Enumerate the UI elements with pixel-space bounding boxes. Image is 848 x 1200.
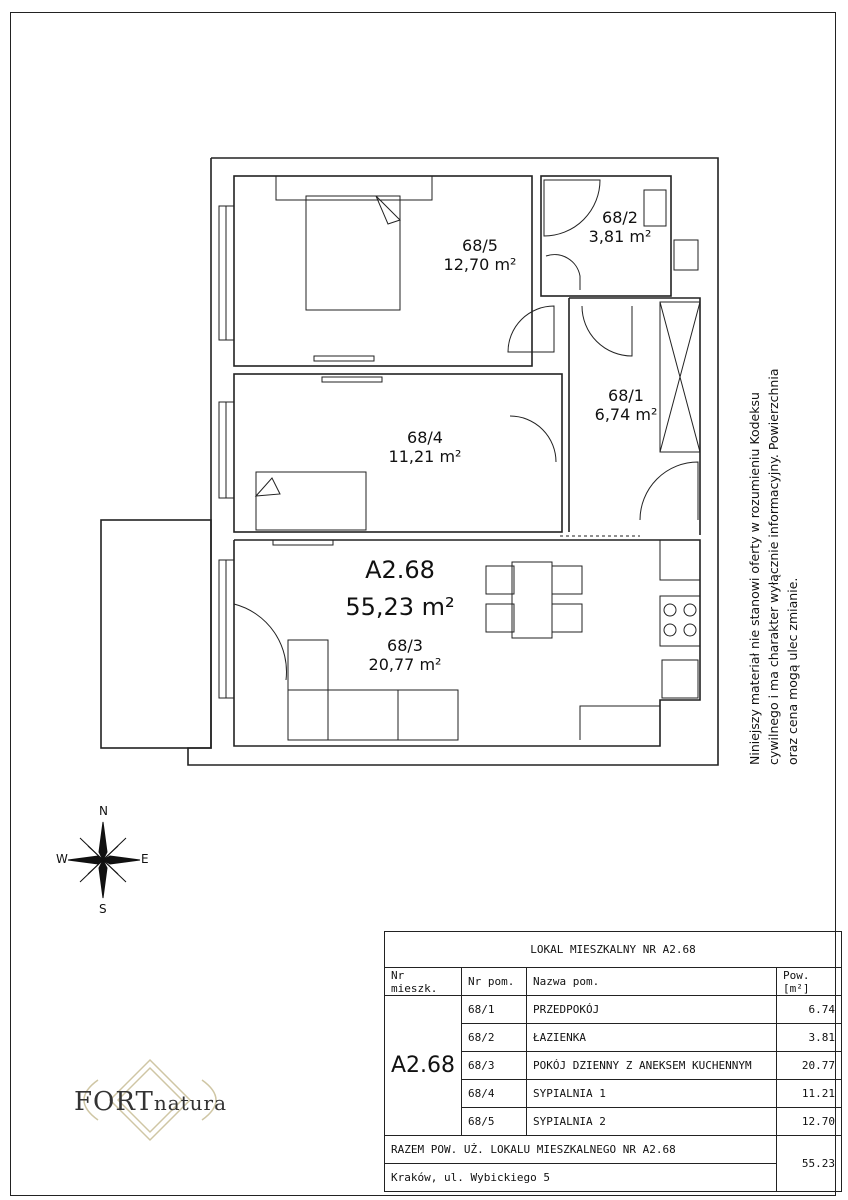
compass-north-label: N bbox=[99, 804, 108, 818]
table-row bbox=[385, 996, 842, 1024]
room-name-cell: SYPIALNIA 2 bbox=[527, 1108, 777, 1136]
address: Kraków, ul. Wybickiego 5 bbox=[385, 1163, 777, 1191]
table-header-row bbox=[385, 968, 842, 996]
room-area-cell: 11.21 bbox=[777, 1080, 842, 1108]
header-pow: Pow. [m²] bbox=[777, 968, 842, 996]
table-title: LOKAL MIESZKALNY NR A2.68 bbox=[385, 932, 842, 968]
apartment-total-area: 55,23 m² bbox=[345, 593, 455, 621]
terrace bbox=[101, 520, 211, 748]
room-code: 68/4 bbox=[407, 428, 443, 447]
room-schedule-table bbox=[384, 931, 842, 1192]
disclaimer-line: cywilnego i ma charakter wyłącznie informacyjny. Powierzchnia bbox=[766, 368, 781, 765]
room-name-cell: POKÓJ DZIENNY Z ANEKSEM KUCHENNYM bbox=[527, 1052, 777, 1080]
compass-west-label: W bbox=[56, 852, 68, 866]
header-nazwa: Nazwa pom. bbox=[527, 968, 777, 996]
disclaimer-note bbox=[745, 345, 802, 765]
compass-south-label: S bbox=[99, 902, 107, 916]
room-area: 6,74 m² bbox=[594, 405, 658, 424]
disclaimer-line: oraz cena mogą ulec zmianie. bbox=[785, 577, 800, 765]
room-label-68-4 bbox=[380, 428, 470, 466]
room-number-cell: 68/5 bbox=[462, 1108, 527, 1136]
room-code: 68/2 bbox=[602, 208, 638, 227]
total-label: RAZEM POW. UŻ. LOKALU MIESZKALNEGO NR A2.68 bbox=[385, 1135, 777, 1163]
compass-east-label: E bbox=[141, 852, 149, 866]
room-label-68-2 bbox=[580, 208, 660, 246]
room-area: 20,77 m² bbox=[368, 655, 442, 674]
room-label-68-5 bbox=[440, 236, 520, 274]
room-label-68-1 bbox=[586, 386, 666, 424]
room-label-68-3 bbox=[360, 636, 450, 674]
room-number-cell: 68/1 bbox=[462, 996, 527, 1024]
room-name-cell: ŁAZIENKA bbox=[527, 1024, 777, 1052]
brand-logo-part: natura bbox=[153, 1091, 228, 1115]
room-area: 11,21 m² bbox=[388, 447, 462, 466]
room-code: 68/5 bbox=[462, 236, 498, 255]
apartment-cell: A2.68 bbox=[385, 996, 462, 1136]
header-nr-pom: Nr pom. bbox=[462, 968, 527, 996]
room-number-cell: 68/4 bbox=[462, 1080, 527, 1108]
total-value: 55.23 bbox=[777, 1135, 842, 1191]
brand-logo-part: FORT bbox=[74, 1087, 154, 1117]
room-area-cell: 3.81 bbox=[777, 1024, 842, 1052]
room-number-cell: 68/3 bbox=[462, 1052, 527, 1080]
room-area-cell: 12.70 bbox=[777, 1108, 842, 1136]
apartment-code: A2.68 bbox=[365, 556, 435, 584]
room-code: 68/1 bbox=[608, 386, 644, 405]
brand-logo bbox=[74, 1087, 227, 1117]
disclaimer-line: Niniejszy materiał nie stanowi oferty w rozumieniu Kodeksu bbox=[747, 392, 762, 765]
room-area: 3,81 m² bbox=[588, 227, 652, 246]
room-name-cell: PRZEDPOKÓJ bbox=[527, 996, 777, 1024]
room-68-3-outline bbox=[234, 540, 700, 746]
room-number-cell: 68/2 bbox=[462, 1024, 527, 1052]
header-nr-mieszk: Nr mieszk. bbox=[385, 968, 462, 996]
room-area-cell: 6.74 bbox=[777, 996, 842, 1024]
compass-rose-icon bbox=[68, 822, 140, 898]
address-row bbox=[385, 1163, 842, 1191]
total-row bbox=[385, 1135, 842, 1163]
room-code: 68/3 bbox=[387, 636, 423, 655]
room-area-cell: 20.77 bbox=[777, 1052, 842, 1080]
room-name-cell: SYPIALNIA 1 bbox=[527, 1080, 777, 1108]
room-area: 12,70 m² bbox=[443, 255, 517, 274]
